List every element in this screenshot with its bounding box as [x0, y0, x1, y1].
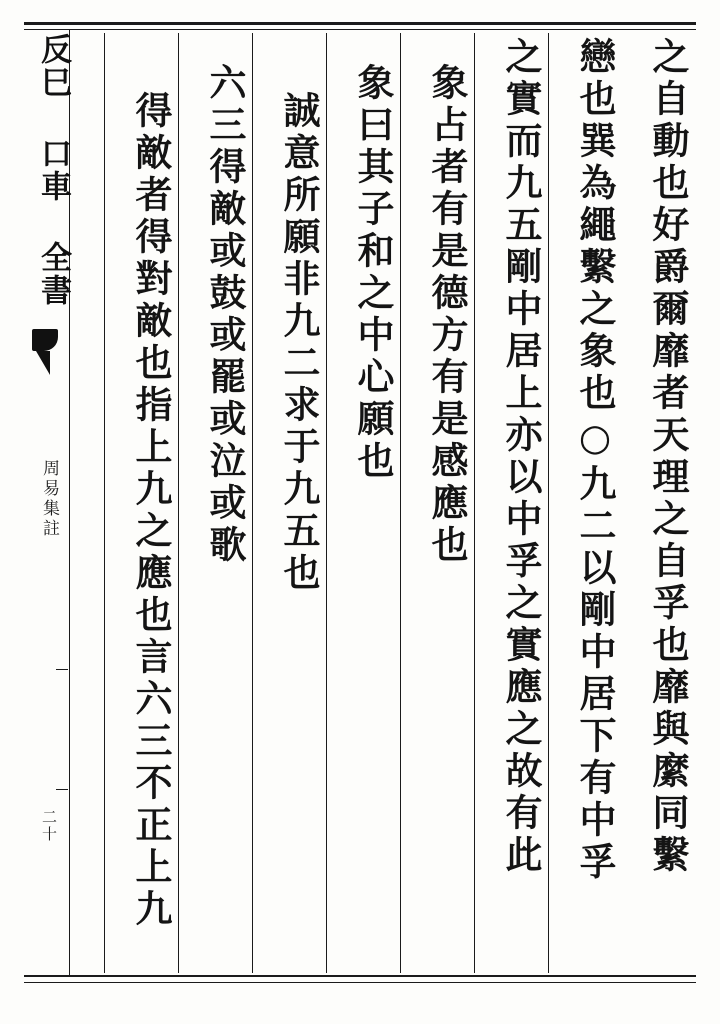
book-title: 周易集註: [39, 459, 59, 539]
text-column: [104, 33, 178, 973]
column-text: 之實而九五剛中居上亦以中孚之實應之故有此: [499, 37, 543, 877]
column-text: 誠意所願非九二求于九五也: [277, 91, 321, 595]
text-column: [622, 33, 696, 973]
text-column: [400, 33, 474, 973]
text-column: [548, 33, 622, 973]
column-text: 戀也巽為繩繫之象也○九二以剛中居下有中孚: [573, 37, 617, 884]
page-frame-top-outer: [24, 22, 696, 25]
page-frame-bottom-inner: [24, 982, 696, 983]
text-column: [178, 33, 252, 973]
spine-header-text: 反巳 口車 全書: [35, 33, 71, 307]
column-text: 象占者有是德方有是感應也: [425, 63, 469, 567]
page-number: 二十: [40, 809, 58, 843]
column-text: 得敵者得對敵也指上九之應也言六三不正上九: [129, 91, 173, 931]
column-text: 之自動也好爵爾靡者天理之自孚也靡與縻同繫: [646, 37, 690, 877]
text-column: [326, 33, 400, 973]
text-column: [252, 33, 326, 973]
page-frame-bottom-outer: [24, 975, 696, 977]
column-text: 象曰其子和之中心願也: [351, 63, 395, 483]
page-frame-top-inner: [24, 29, 696, 30]
text-column: [474, 33, 548, 973]
column-text: 六三得敵或鼓或罷或泣或歌: [203, 63, 247, 567]
text-block: [36, 33, 696, 973]
